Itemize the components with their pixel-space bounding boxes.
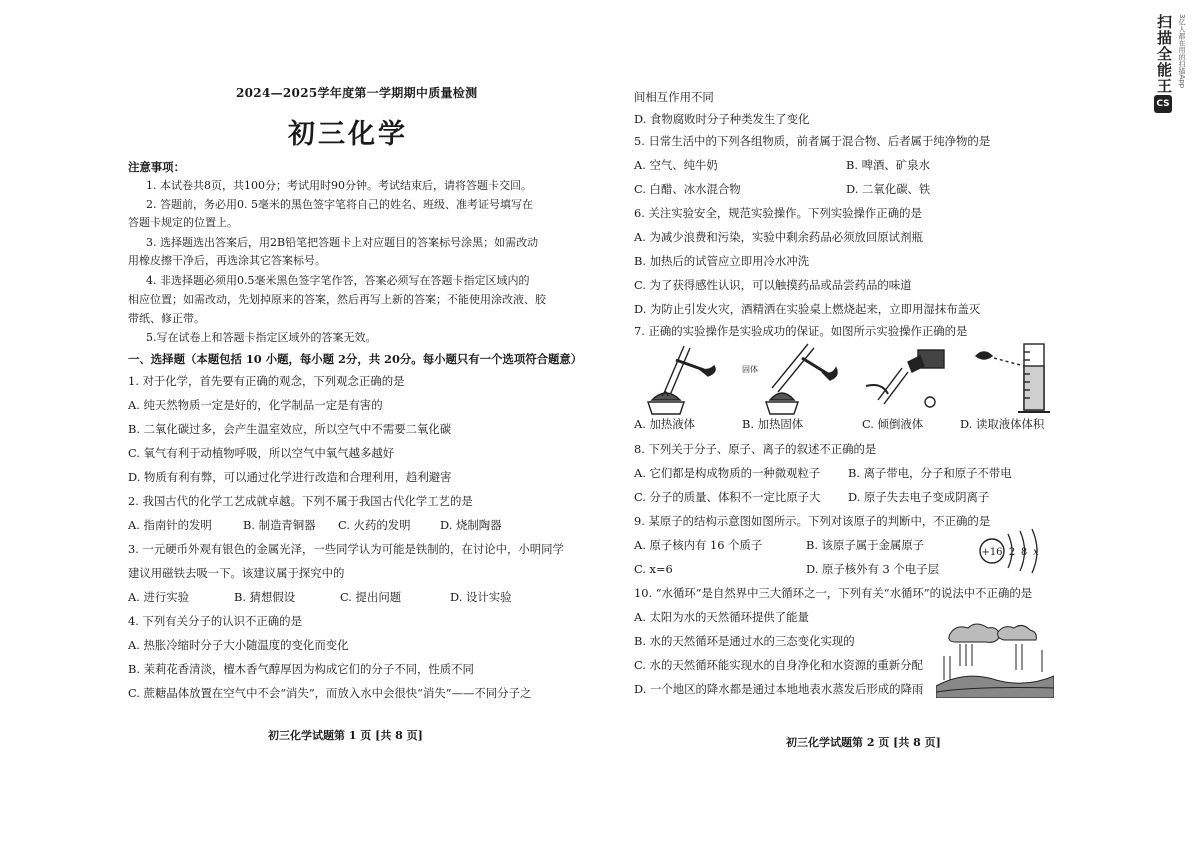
question-3: 3. 一元硬币外观有银色的金属光泽，一些同学认为可能是铁制的，在讨论中，小明同学 [128, 542, 564, 556]
option-4c: C. 蔗糖晶体放置在空气中不会“消失”，而放入水中会很快“消失”——不同分子之 [128, 686, 532, 700]
option-2b: B. 制造青铜器 [243, 518, 316, 532]
option-2c: C. 火药的发明 [338, 518, 411, 532]
option-4b: B. 茉莉花香清淡，檀木香气醇厚因为构成它们的分子不同，性质不同 [128, 662, 474, 676]
option-5d: D. 二氧化碳、铁 [846, 182, 931, 196]
option-8a: A. 它们都是构成物质的一种微观粒子 [634, 466, 821, 480]
option-5c: C. 白醋、冰水混合物 [634, 182, 741, 196]
figure-c-pouring-liquid [866, 350, 944, 407]
question-4: 4. 下列有关分子的认识不正确的是 [128, 614, 302, 628]
page-footer: 初三化学试题第 1 页 [共 8 页] [268, 729, 423, 742]
question-2: 2. 我国古代的化学工艺成就卓越。下列不属于我国古代化学工艺的是 [128, 494, 473, 508]
note-line: 3. 选择题选出答案后，用2B铅笔把答题卡上对应题目的答案标号涂黑；如需改动 [146, 236, 539, 249]
option-1c: C. 氧气有利于动植物呼吸，所以空气中氧气越多越好 [128, 446, 395, 460]
question-3-cont: 建议用磁铁去吸一下。该建议属于探究中的 [128, 566, 345, 580]
water-cycle-diagram [936, 620, 1054, 698]
atom-nucleus: +16 [981, 547, 1003, 558]
option-6d: D. 为防止引发火灾，酒精洒在实验桌上燃烧起来，立即用湿抹布盖灭 [634, 302, 981, 316]
option-1d: D. 物质有利有弊，可以通过化学进行改造和合理利用，趋利避害 [128, 470, 452, 484]
note-line: 相应位置；如需改动，先划掉原来的答案，然后再写上新的答案；不能使用涂改液、胶 [128, 293, 546, 306]
q7-caption-d: D. 读取液体体积 [960, 417, 1045, 431]
camscanner-name: 扫描全能王 [1155, 14, 1173, 94]
question-5: 5. 日常生活中的下列各组物质，前者属于混合物、后者属于纯净物的是 [634, 134, 991, 148]
option-1b: B. 二氧化碳过多，会产生温室效应，所以空气中不需要二氧化碳 [128, 422, 452, 436]
option-8c: C. 分子的质量、体积不一定比原子大 [634, 490, 821, 504]
page-footer: 初三化学试题第 2 页 [共 8 页] [786, 736, 941, 749]
camscanner-logo: CS [1154, 95, 1172, 113]
option-9a: A. 原子核内有 16 个质子 [634, 538, 763, 552]
option-2a: A. 指南针的发明 [128, 518, 212, 532]
option-8b: B. 离子带电，分子和原子不带电 [848, 466, 1012, 480]
note-line: 答题卡规定的位置上。 [128, 216, 238, 229]
note-line: 5.写在试卷上和答题卡指定区域外的答案无效。 [146, 331, 377, 344]
notes-title: 注意事项： [128, 160, 185, 174]
option-6c: C. 为了获得感性认识，可以触摸药品或品尝药品的味道 [634, 278, 912, 292]
question-10: 10. “水循环”是自然界中三大循环之一，下列有关“水循环”的说法中不正确的是 [634, 586, 1033, 600]
option-3d: D. 设计实验 [450, 590, 512, 604]
option-3b: B. 猜想假设 [234, 590, 296, 604]
option-9b: B. 该原子属于金属原子 [806, 538, 925, 552]
option-9c: C. x=6 [634, 562, 673, 576]
q7-caption-c: C. 倾倒液体 [862, 417, 924, 431]
option-10d: D. 一个地区的降水都是通过本地地表水蒸发后形成的降雨 [634, 682, 924, 696]
option-9d: D. 原子核外有 3 个电子层 [806, 562, 939, 576]
exam-header: 2024—2025学年度第一学期期中质量检测 [236, 86, 478, 100]
q7-figures [632, 338, 1052, 416]
q7-caption-b: B. 加热固体 [742, 417, 804, 431]
question-1: 1. 对于化学，首先要有正确的观念，下列观念正确的是 [128, 374, 405, 388]
atom-shell-2: 8 [1020, 547, 1028, 558]
option-4a: A. 热胀冷缩时分子大小随温度的变化而变化 [128, 638, 349, 652]
question-7: 7. 正确的实验操作是实验成功的保证。如图所示实验操作正确的是 [634, 324, 968, 338]
note-line: 2. 答题前，务必用0. 5毫米的黑色签字笔将自己的姓名、班级、准考证号填写在 [146, 198, 533, 211]
option-2d: D. 烧制陶器 [440, 518, 502, 532]
option-5b: B. 啤酒、矿泉水 [846, 158, 930, 172]
option-6b: B. 加热后的试管应立即用冷水冲洗 [634, 254, 810, 268]
option-6a: A. 为减少浪费和污染，实验中剩余药品必须放回原试剂瓶 [634, 230, 923, 244]
option-10a: A. 太阳为水的天然循环提供了能量 [634, 610, 809, 624]
option-3a: A. 进行实验 [128, 590, 190, 604]
note-line: 1. 本试卷共8页，共100分；考试用时90分钟。考试结束后，请将答题卡交回。 [146, 179, 532, 192]
atom-structure-diagram [978, 526, 1048, 576]
question-8: 8. 下列关于分子、原子、离子的叙述不正确的是 [634, 442, 877, 456]
option-8d: D. 原子失去电子变成阴离子 [848, 490, 990, 504]
option-10c: C. 水的天然循环能实现水的自身净化和水资源的重新分配 [634, 658, 923, 672]
exam-title: 初三化学 [288, 119, 408, 150]
q7-caption-a: A. 加热液体 [634, 417, 696, 431]
figure-b-heating-solid [766, 344, 837, 414]
section-title: 一、选择题（本题包括 10 小题，每小题 2分，共 20分。每小题只有一个选项符合题意） [128, 352, 583, 366]
option-4c-cont: 间相互作用不同 [634, 90, 714, 104]
option-10b: B. 水的天然循环是通过水的三态变化实现的 [634, 634, 855, 648]
atom-shell-3: x [1033, 547, 1039, 558]
atom-shell-1: 2 [1008, 547, 1016, 558]
camscanner-tagline: 3亿人都在用的扫描App [1178, 14, 1186, 89]
note-line: 带纸、修正带。 [128, 312, 205, 325]
question-6: 6. 关注实验安全，规范实验操作。下列实验操作正确的是 [634, 206, 922, 220]
figure-d-reading-volume [976, 344, 1050, 412]
option-4d: D. 食物腐败时分子种类发生了变化 [634, 112, 810, 126]
question-9: 9. 某原子的结构示意图如图所示。下列对该原子的判断中，不正确的是 [634, 514, 991, 528]
note-line: 用橡皮擦干净后，再选涂其它答案标号。 [128, 254, 326, 267]
solid-label: 固体 [742, 365, 758, 374]
option-3c: C. 提出问题 [340, 590, 402, 604]
note-line: 4. 非选择题必须用0.5毫米黑色签字笔作答，答案必须写在答题卡指定区域内的 [146, 274, 530, 287]
figure-a-heating-liquid [648, 346, 715, 414]
option-5a: A. 空气、纯牛奶 [634, 158, 718, 172]
option-1a: A. 纯天然物质一定是好的，化学制品一定是有害的 [128, 398, 383, 412]
